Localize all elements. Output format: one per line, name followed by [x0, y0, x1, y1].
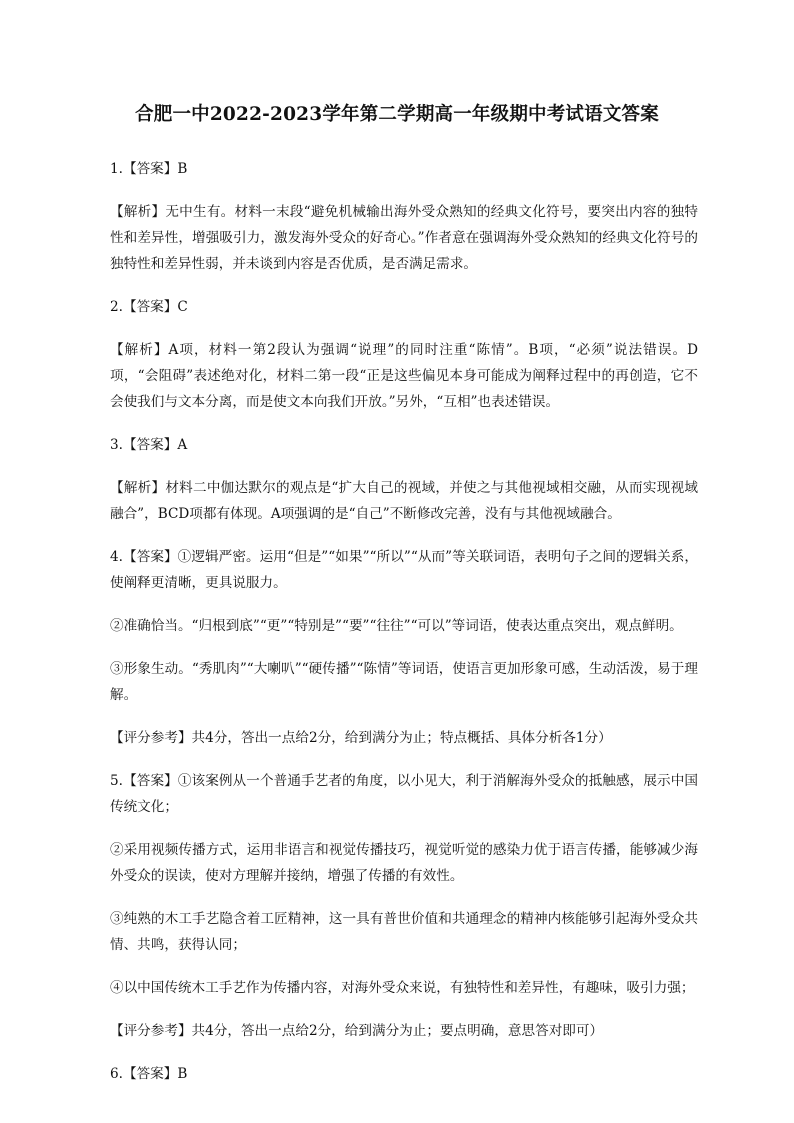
answer-5-point-1: 5.【答案】①该案例从一个普通手艺者的角度，以小见大，利于消解海外受众的抵触感，展示中国传统文化；: [110, 773, 698, 815]
answer-1: 1.【答案】B: [110, 161, 188, 177]
answer-4-point-2: ②准确恰当。“归根到底”“更”“特别是”“要”“往往”“可以”等词语，使表达重点突出，观点鲜明。: [110, 618, 683, 634]
scoring-5: 【评分参考】共4分，答出一点给2分，给到满分为止；要点明确，意思答对即可）: [110, 1023, 604, 1039]
answer-4-point-3: ③形象生动。“秀肌肉”“大喇叭”“硬传播”“陈情”等词语，使语言更加形象可感，生动活泼，易于理解。: [110, 661, 698, 703]
analysis-3: 【解析】材料二中伽达默尔的观点是“扩大自己的视域，并使之与其他视域相交融，从而实现视域融合”，BCD项都有体现。A项强调的是“自己”不断修改完善，没有与其他视域融合。: [110, 480, 698, 522]
analysis-1: 【解析】无中生有。材料一末段“避免机械输出海外受众熟知的经典文化符号，要突出内容的独特性和差异性，增强吸引力，激发海外受众的好奇心。”作者意在强调海外受众熟知的经典文化符号的独特性和差异性弱，并未谈到内容是否优质，是否满足需求。: [110, 204, 698, 272]
answer-6: 6.【答案】B: [110, 1066, 188, 1082]
scoring-4: 【评分参考】共4分，答出一点给2分，给到满分为止；特点概括、具体分析各1分）: [110, 730, 612, 746]
answer-4-point-1: 4.【答案】①逻辑严密。运用“但是”“如果”“所以”“从而”等关联词语，表明句子之间的逻辑关系，使阐释更清晰，更具说服力。: [110, 549, 698, 591]
answer-5-point-4: ④以中国传统木工手艺作为传播内容，对海外受众来说，有独特性和差异性，有趣味，吸引力强；: [110, 980, 695, 996]
analysis-2: 【解析】A项，材料一第2段认为强调“说理”的同时注重“陈情”。B项，“必须”说法错误。D项，“会阻碍”表述绝对化，材料二第一段“正是这些偏见本身可能成为阐释过程中的再创造，它不会使我们与文本分离，而是使文本向我们开放。”另外，“互相”也表述错误。: [110, 342, 698, 410]
answer-2: 2.【答案】C: [110, 299, 188, 315]
document-title: 合肥一中2022-2023学年第二学期高一年级期中考试语文答案: [135, 104, 659, 125]
answer-5-point-3: ③纯熟的木工手艺隐含着工匠精神，这一具有普世价值和共通理念的精神内核能够引起海外受众共情、共鸣，获得认同；: [110, 911, 698, 953]
answer-5-point-2: ②采用视频传播方式，运用非语言和视觉传播技巧，视觉听觉的感染力优于语言传播，能够减少海外受众的误读，使对方理解并接纳，增强了传播的有效性。: [110, 842, 698, 884]
answer-3: 3.【答案】A: [110, 437, 188, 453]
